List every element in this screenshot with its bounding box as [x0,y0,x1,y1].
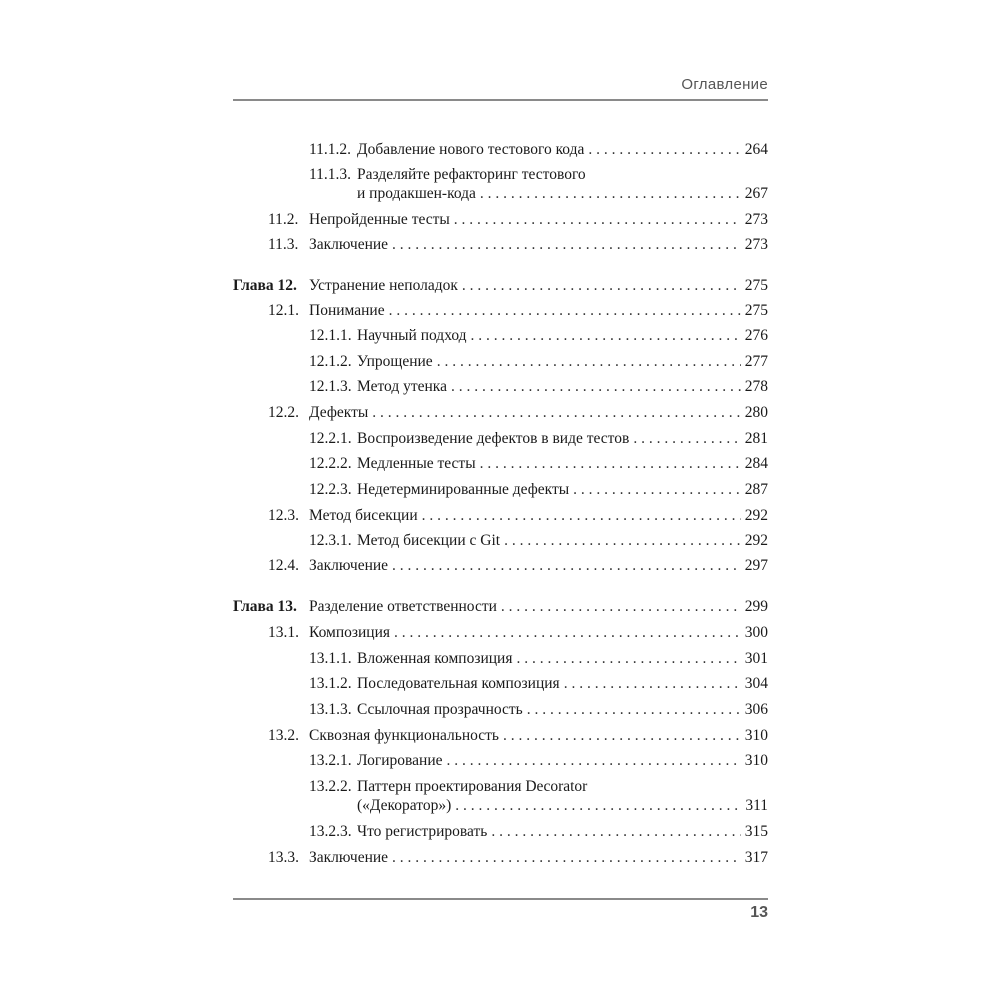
toc-entry-number: 12.1.3. [309,378,352,395]
toc-entry-title: Паттерн проектирования Decorator [357,778,588,795]
toc-entry [309,377,768,396]
toc-entry-page: 267 [744,185,768,202]
toc-entry-title: Научный подход [357,327,467,344]
toc-entry-page: 300 [744,624,768,641]
dot-leader [501,597,741,616]
toc-entry-title: Воспроизведение дефектов в виде тестов [357,430,630,447]
toc-entry-title: Метод бисекции [309,507,418,524]
toc-entry-number: 13.1.2. [309,675,352,692]
toc-entry-title: Последовательная композиция [357,675,560,692]
toc-entry [309,429,768,448]
toc-entry-number: 12.2.2. [309,455,352,472]
toc-entry [268,210,768,229]
toc-entry-page: 284 [744,455,768,472]
dot-leader [588,140,740,159]
toc-entry-page: 275 [744,302,768,319]
toc-entry-title: Заключение [309,557,389,574]
dot-leader [392,848,741,867]
toc-entry-page: 264 [744,141,768,158]
dot-leader [471,326,741,345]
toc-entry-number: 11.1.2. [309,141,352,158]
toc-entry-number: 11.1.3. [309,166,352,183]
toc-entry [309,674,768,693]
toc-entry-page: 273 [744,236,768,253]
toc-entry [268,235,768,254]
page-number: 13 [750,904,768,921]
toc-entry-number: 13.2.1. [309,752,352,769]
toc-entry-page: 310 [744,727,768,744]
toc-entry-page: 278 [744,378,768,395]
toc-entry-page: 297 [744,557,768,574]
dot-leader [480,454,741,473]
dot-leader [480,184,741,203]
toc-entry [268,403,768,422]
toc-entry-title: Медленные тесты [357,455,476,472]
dot-leader [491,822,740,841]
toc-entry [309,700,768,719]
toc-entry-number: 12.2.3. [309,481,352,498]
toc-entry [268,623,768,642]
dot-leader [392,556,741,575]
toc-entry-number: 13.3. [268,849,299,866]
toc-entry-title: Заключение [309,236,389,253]
toc-entry [309,454,768,473]
toc-entry-number: 12.1. [268,302,299,319]
toc-entry [268,726,768,745]
toc-entry-page: 304 [744,675,768,692]
toc-entry-page: 310 [744,752,768,769]
toc-entry-number: 11.3. [268,236,299,253]
toc-entry [309,649,768,668]
toc-entry-number: 12.1.2. [309,353,352,370]
toc-entry-number: 13.2. [268,727,299,744]
dot-leader [422,506,741,525]
dot-leader [392,235,741,254]
toc-entry [309,326,768,345]
toc-entry-page: 317 [744,849,768,866]
dot-leader [437,352,741,371]
toc-entry-title: Метод бисекции с Git [357,532,501,549]
toc-entry [268,506,768,525]
toc-entry-page: 306 [744,701,768,718]
toc-entry-title: Недетерминированные дефекты [357,481,570,498]
toc-entry-title: Упрощение [357,353,433,370]
dot-leader [394,623,741,642]
toc-entry [309,165,768,203]
toc-entry-page: 276 [744,327,768,344]
toc-entry-number: 13.1. [268,624,299,641]
toc-entry [309,140,768,159]
dot-leader [447,751,741,770]
dot-leader [451,377,741,396]
toc-entry-number: 12.2.1. [309,430,352,447]
toc-entry-title: Что регистрировать [357,823,488,840]
toc-entry [268,848,768,867]
toc-entry-number: 13.1.1. [309,650,352,667]
toc-entry [309,751,768,770]
toc-entry-title: Композиция [309,624,391,641]
toc-entry-number: 13.2.2. [309,778,352,795]
toc-entry-number: 12.3.1. [309,532,352,549]
dot-leader [372,403,740,422]
toc-entry-number: 12.1.1. [309,327,352,344]
toc-entry [268,301,768,320]
toc-entry-title: Понимание [309,302,385,319]
dot-leader [573,480,741,499]
toc-entry-page: 273 [744,211,768,228]
toc-entry [309,822,768,841]
toc-entry-title: Ссылочная прозрачность [357,701,523,718]
toc-entry-page: 311 [745,797,768,814]
toc-entry-title: Разделение ответственности [309,598,497,615]
toc-chapter [233,597,768,616]
dot-leader [527,700,741,719]
toc-entry-title: Метод утенка [357,378,447,395]
footer-rule [233,898,768,900]
toc-entry-page: 277 [744,353,768,370]
toc-entry-title: Разделяйте рефакторинг тестового [357,166,586,183]
dot-leader [462,276,741,295]
header-rule [233,99,768,101]
dot-leader [455,796,741,815]
dot-leader [516,649,740,668]
dot-leader [504,531,741,550]
toc-entry-title: Сквозная функциональность [309,727,499,744]
toc-entry [268,556,768,575]
toc-entry [309,531,768,550]
toc-entry-page: 299 [744,598,768,615]
toc-entry-page: 287 [744,481,768,498]
toc-entry-title-continued: («Декоратор») [357,797,452,814]
dot-leader [503,726,741,745]
toc-entry-title: Вложенная композиция [357,650,513,667]
toc-entry [309,352,768,371]
header-title: Оглавление [681,76,768,93]
toc-entry-page: 280 [744,404,768,421]
toc-entry-title-continued: и продакшен-кода [357,185,476,202]
toc-entry [309,777,768,815]
dot-leader [564,674,741,693]
toc-entry-page: 301 [744,650,768,667]
toc-entry-page: 281 [744,430,768,447]
toc-chapter [233,276,768,295]
toc-entry-page: 292 [744,507,768,524]
toc-chapter-label: Глава 13. [233,598,297,615]
toc-entry-title: Логирование [357,752,443,769]
dot-leader [389,301,741,320]
toc-entry-number: 11.2. [268,211,299,228]
toc-entry-page: 315 [744,823,768,840]
toc-entry [309,480,768,499]
toc-chapter-label: Глава 12. [233,277,297,294]
dot-leader [454,210,741,229]
toc-entry-page: 275 [744,277,768,294]
toc-entry-title: Непройденные тесты [309,211,450,228]
toc-entry-title: Устранение неполадок [309,277,458,294]
toc-entry-number: 13.2.3. [309,823,352,840]
toc-entry-title: Заключение [309,849,389,866]
toc-entry-number: 12.4. [268,557,299,574]
toc-entry-number: 12.2. [268,404,299,421]
dot-leader [633,429,740,448]
toc-entry-title: Дефекты [309,404,369,421]
running-header [233,76,768,100]
toc-entry-number: 13.1.3. [309,701,352,718]
toc-entry-page: 292 [744,532,768,549]
toc-entry-number: 12.3. [268,507,299,524]
toc-entry-title: Добавление нового тестового кода [357,141,585,158]
